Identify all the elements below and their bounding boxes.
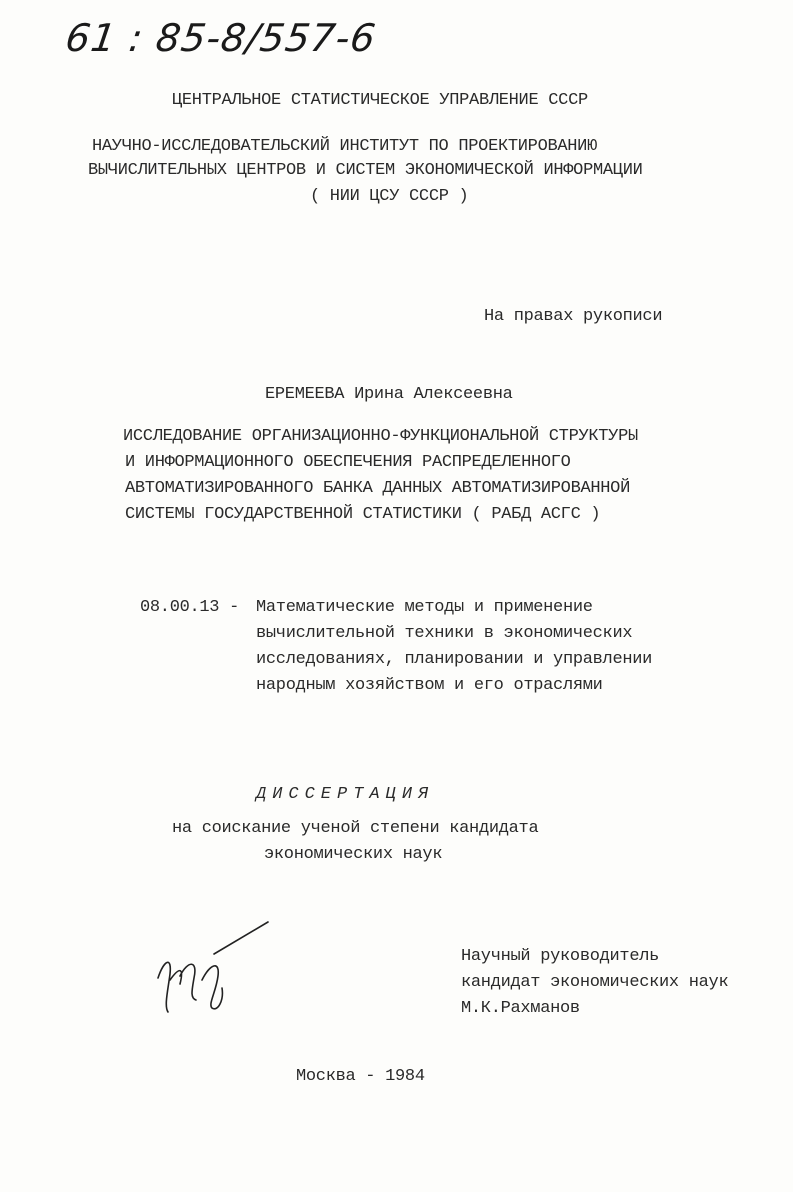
document-type: ДИССЕРТАЦИЯ xyxy=(256,785,435,804)
supervisor-name: М.К.Рахманов xyxy=(461,999,580,1018)
title-line-1: ИССЛЕДОВАНИЕ ОРГАНИЗАЦИОННО-ФУНКЦИОНАЛЬНОЙ СТРУКТУРЫ xyxy=(123,427,638,446)
specialty-code: 08.00.13 - xyxy=(140,598,240,617)
title-line-2: И ИНФОРМАЦИОННОГО ОБЕСПЕЧЕНИЯ РАСПРЕДЕЛЕННОГО xyxy=(125,453,571,472)
specialty-line-2: вычислительной техники в экономических xyxy=(256,624,633,643)
place-and-year: Москва - 1984 xyxy=(296,1067,425,1086)
degree-line-2: экономических наук xyxy=(264,845,443,864)
specialty-line-1: Математические методы и применение xyxy=(256,598,593,617)
institute-line-1: НАУЧНО-ИССЛЕДОВАТЕЛЬСКИЙ ИНСТИТУТ ПО ПРОЕКТИРОВАНИЮ xyxy=(92,137,597,156)
manuscript-note: На правах рукописи xyxy=(484,307,663,326)
agency-name: ЦЕНТРАЛЬНОЕ СТАТИСТИЧЕСКОЕ УПРАВЛЕНИЕ СССР xyxy=(172,91,588,110)
supervisor-degree: кандидат экономических наук xyxy=(461,973,729,992)
signature-icon xyxy=(150,920,280,1030)
archive-code: 61 : 85-8/557-6 xyxy=(62,16,379,60)
author-name: ЕРЕМЕЕВА Ирина Алексеевна xyxy=(265,385,513,404)
degree-line-1: на соискание ученой степени кандидата xyxy=(172,819,539,838)
institute-abbrev: ( НИИ ЦСУ СССР ) xyxy=(310,187,469,206)
specialty-line-4: народным хозяйством и его отраслями xyxy=(256,676,603,695)
title-line-3: АВТОМАТИЗИРОВАННОГО БАНКА ДАННЫХ АВТОМАТИЗИРОВАННОЙ xyxy=(125,479,630,498)
specialty-line-3: исследованиях, планировании и управлении xyxy=(256,650,653,669)
title-line-4: СИСТЕМЫ ГОСУДАРСТВЕННОЙ СТАТИСТИКИ ( РАБД АСГС ) xyxy=(125,505,601,524)
institute-line-2: ВЫЧИСЛИТЕЛЬНЫХ ЦЕНТРОВ И СИСТЕМ ЭКОНОМИЧЕСКОЙ ИНФОРМАЦИИ xyxy=(88,161,643,180)
supervisor-label: Научный руководитель xyxy=(461,947,660,966)
